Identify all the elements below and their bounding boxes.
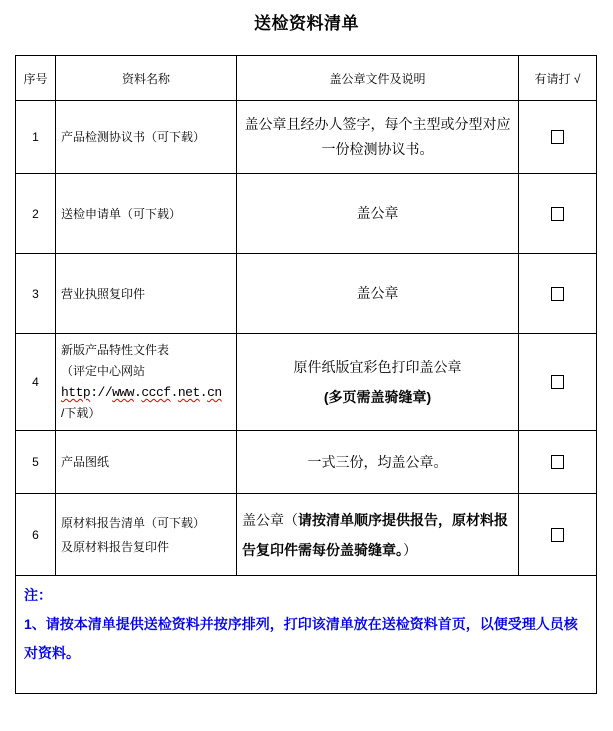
material-name-line: 原材料报告清单（可下载） bbox=[61, 515, 206, 530]
table-row-5 bbox=[16, 431, 597, 494]
checkbox[interactable] bbox=[551, 375, 564, 389]
row-number: 1 bbox=[16, 101, 56, 174]
note-item-1: 1、请按本清单提供送检资料并按序排列，打印该清单放在送检资料首页，以便受理人员核对资料。 bbox=[24, 616, 578, 661]
col-header-desc: 盖公章文件及说明 bbox=[237, 56, 519, 101]
checkbox[interactable] bbox=[551, 528, 564, 542]
page-title: 送检资料清单 bbox=[254, 14, 359, 33]
col-header-name: 资料名称 bbox=[56, 56, 237, 101]
seal-instructions-bold-line: (多页需盖骑缝章) bbox=[323, 389, 432, 405]
checkbox-cell bbox=[519, 101, 597, 174]
checkbox-cell bbox=[519, 174, 597, 254]
checkbox[interactable] bbox=[551, 455, 564, 469]
checkbox-cell bbox=[519, 254, 597, 334]
checkbox-cell bbox=[519, 431, 597, 494]
seal-instructions: 盖公章 bbox=[237, 254, 519, 334]
seal-instructions-line: 原件纸版宜彩色打印盖公章 bbox=[293, 359, 462, 375]
materials-checklist-table bbox=[15, 55, 597, 694]
table-row-3 bbox=[16, 254, 597, 334]
url-text: http://www.cccf.net.cn bbox=[61, 385, 222, 400]
checkbox[interactable] bbox=[551, 207, 564, 221]
row-number: 6 bbox=[16, 494, 56, 576]
note-label: 注： bbox=[24, 587, 52, 603]
note-section bbox=[16, 576, 597, 694]
seal-instructions: 一式三份，均盖公章。 bbox=[237, 431, 519, 494]
material-name-line: （评定中心网站 bbox=[61, 364, 146, 378]
col-header-no: 序号 bbox=[16, 56, 56, 101]
row-number: 4 bbox=[16, 334, 56, 431]
material-name-line: 新版产品特性文件表 bbox=[61, 343, 170, 357]
row-number: 2 bbox=[16, 174, 56, 254]
table-row-1 bbox=[16, 101, 597, 174]
table-row-2 bbox=[16, 174, 597, 254]
table-header-row bbox=[16, 56, 597, 101]
seal-instructions: 盖公章且经办人签字，每个主型或分型对应一份检测协议书。 bbox=[237, 101, 519, 174]
checkbox[interactable] bbox=[551, 287, 564, 301]
seal-instructions: 盖公章 bbox=[237, 174, 519, 254]
material-name bbox=[56, 334, 237, 431]
material-name: 产品检测协议书（可下载） bbox=[56, 101, 237, 174]
checkbox-cell bbox=[519, 494, 597, 576]
material-name bbox=[56, 494, 237, 576]
material-name-line: /下载） bbox=[61, 406, 101, 420]
row-number: 5 bbox=[16, 431, 56, 494]
material-name: 产品图纸 bbox=[56, 431, 237, 494]
col-header-check: 有请打 √ bbox=[519, 56, 597, 101]
checkbox[interactable] bbox=[551, 130, 564, 144]
table-row-4 bbox=[16, 334, 597, 431]
row-number: 3 bbox=[16, 254, 56, 334]
material-name: 营业执照复印件 bbox=[56, 254, 237, 334]
note-row bbox=[16, 576, 597, 694]
material-name: 送检申请单（可下载） bbox=[56, 174, 237, 254]
checkbox-cell bbox=[519, 334, 597, 431]
material-name-line: 及原材料报告复印件 bbox=[61, 539, 170, 554]
seal-instructions: 盖公章（请按清单顺序提供报告，原材料报告复印件需每份盖骑缝章。） bbox=[237, 494, 519, 576]
table-row-6 bbox=[16, 494, 597, 576]
seal-instructions-bold: 请按清单顺序提供报告，原材料报告复印件需每份盖骑缝章。 bbox=[242, 511, 508, 558]
seal-instructions bbox=[237, 334, 519, 431]
